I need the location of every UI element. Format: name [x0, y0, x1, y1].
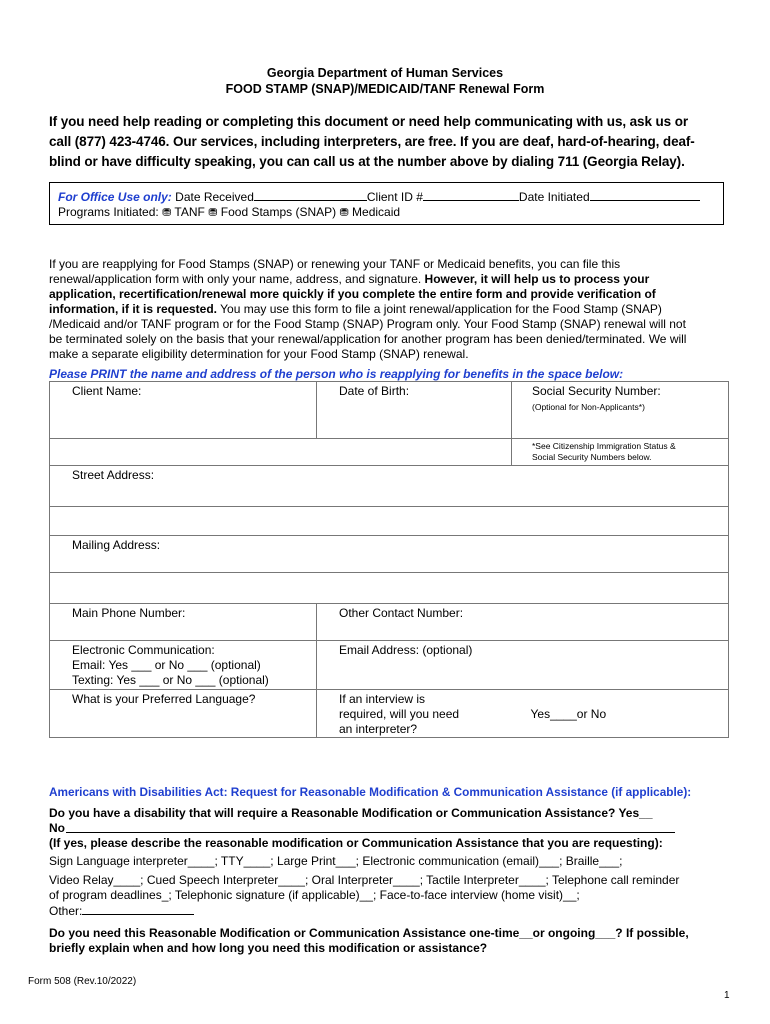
email-address-cell[interactable]	[317, 641, 729, 690]
preferred-language-cell[interactable]	[50, 690, 317, 738]
dob-label: Date of Birth:	[339, 384, 410, 398]
interview-question-line: required, will you need	[339, 707, 460, 721]
ada-options	[49, 854, 679, 919]
ada-question-2-line: briefly explain when and how long you need this modification or assistance?	[49, 941, 488, 955]
ada-no-line[interactable]	[66, 832, 675, 833]
email-yes-no: Email: Yes ___ or No ___ (optional)	[72, 658, 261, 672]
main-phone-cell[interactable]	[50, 604, 317, 641]
instructions-emphasis: application, recertification/renewal more quickly if you complete the entire form and provide verification of	[49, 287, 656, 301]
ada-question-2-line: Do you need this Reasonable Modification or Communication Assistance one-time__or ongoing___? If possible,	[49, 926, 689, 940]
interview-question-line: an interpreter?	[339, 722, 418, 736]
client-name-entry[interactable]	[50, 439, 512, 466]
help-notice	[49, 112, 739, 172]
food-stamps-checkbox-icon[interactable]: ⛃	[208, 207, 218, 219]
ada-options-line[interactable]: Sign Language interpreter____; TTY____; Large Print___; Electronic communication (email)___; Braille___;	[49, 854, 623, 868]
agency-name: Georgia Department of Human Services	[266, 66, 504, 80]
mailing-address-entry[interactable]	[50, 573, 729, 604]
tanf-label: TANF	[174, 205, 205, 219]
ada-no-label: No	[49, 821, 65, 835]
interpreter-yes-no: Yes____or No	[530, 707, 607, 721]
client-name-label: Client Name:	[72, 384, 142, 398]
page-number: 1	[724, 990, 730, 1001]
preferred-language-label: What is your Preferred Language?	[72, 692, 256, 706]
electronic-comm-label: Electronic Communication:	[72, 643, 215, 657]
ada-question-2	[49, 926, 689, 956]
other-contact-cell[interactable]	[317, 604, 729, 641]
medicaid-label: Medicaid	[352, 205, 401, 219]
dob-cell[interactable]	[317, 382, 512, 439]
date-received-label: Date Received	[175, 190, 254, 204]
instructions-emphasis: However, it will help us to process your	[424, 272, 650, 286]
client-id-field[interactable]	[423, 189, 519, 201]
date-initiated-label: Date Initiated	[518, 190, 590, 204]
instructions-line: If you are reapplying for Food Stamps (SNAP) or renewing your TANF or Medicaid benefits, you can file this	[49, 257, 621, 271]
client-id-label: Client ID #	[366, 190, 423, 204]
instructions-line: make a separate eligibility determination for your Food Stamp (SNAP) renewal.	[49, 347, 469, 361]
form-title: FOOD STAMP (SNAP)/MEDICAID/TANF Renewal Form	[225, 82, 545, 96]
ada-other-field[interactable]	[82, 903, 194, 915]
instructions-text: renewal/application form with only your name, address, and signature.	[49, 272, 425, 286]
instructions-text: You may use this form to file a joint renewal/application for the Food Stamp (SNAP)	[217, 302, 662, 316]
electronic-comm-cell[interactable]	[50, 641, 317, 690]
citizenship-note: *See Citizenship Immigration Status &	[532, 441, 676, 451]
interpreter-answer-cell[interactable]	[512, 690, 729, 738]
ssn-cell[interactable]	[512, 382, 729, 439]
ada-other-label: Other:	[49, 904, 83, 918]
food-stamps-label: Food Stamps (SNAP)	[220, 205, 337, 219]
other-contact-label: Other Contact Number:	[339, 606, 464, 620]
date-received-field[interactable]	[254, 189, 367, 201]
ssn-label: Social Security Number:	[532, 384, 661, 398]
client-name-cell[interactable]	[50, 382, 317, 439]
texting-yes-no: Texting: Yes ___ or No ___ (optional)	[72, 673, 269, 687]
date-initiated-field[interactable]	[590, 189, 700, 201]
citizenship-note: Social Security Numbers below.	[532, 452, 652, 462]
ada-options-line[interactable]: of program deadlines_; Telephonic signature (if applicable)__; Face-to-face interview (home visit)__;	[49, 888, 580, 902]
help-notice-line: call (877) 423-4746. Our services, including interpreters, are free. If you are deaf, hard-of-hearing, deaf-	[49, 134, 695, 149]
office-use-label: For Office Use only:	[58, 190, 172, 204]
email-address-label: Email Address: (optional)	[339, 643, 473, 657]
mailing-address-label: Mailing Address:	[72, 538, 161, 552]
ada-if-yes: (If yes, please describe the reasonable modification or Communication Assistance that you are requesting):	[49, 836, 663, 850]
form-number: Form 508 (Rev.10/2022)	[28, 976, 137, 987]
ada-options-line[interactable]: Video Relay____; Cued Speech Interpreter____; Oral Interpreter____; Tactile Interpreter____; Telephone call reminder	[49, 873, 680, 887]
help-notice-line: If you need help reading or completing this document or need help communicating with us, ask us or	[49, 114, 689, 129]
medicaid-checkbox-icon[interactable]: ⛃	[339, 207, 349, 219]
instructions-emphasis: information, if it is requested.	[49, 302, 218, 316]
renewal-instructions	[49, 257, 739, 362]
interview-question-line: If an interview is	[339, 692, 426, 706]
programs-initiated-label: Programs Initiated:	[58, 205, 159, 219]
citizenship-note-cell	[512, 439, 729, 466]
interpreter-question-cell	[317, 690, 512, 738]
instructions-line: be terminated solely on the basis that your renewal/application for another program has been denied/terminated. We will	[49, 332, 687, 346]
help-notice-line: blind or have difficulty speaking, you can call us at the number above by dialing 711 (Georgia Relay).	[49, 154, 685, 169]
ssn-note: (Optional for Non-Applicants*)	[532, 402, 645, 412]
print-instruction: Please PRINT the name and address of the person who is reapplying for benefits in the space below:	[49, 367, 624, 381]
main-phone-label: Main Phone Number:	[72, 606, 186, 620]
applicant-info-table	[49, 381, 729, 738]
street-address-entry[interactable]	[50, 507, 729, 536]
ada-question-1: Do you have a disability that will require a Reasonable Modification or Communication Assistance? Yes__	[49, 806, 653, 820]
tanf-checkbox-icon[interactable]: ⛃	[162, 207, 172, 219]
mailing-address-cell[interactable]	[50, 536, 729, 573]
street-address-cell[interactable]	[50, 466, 729, 507]
instructions-line: /Medicaid and/or TANF program or for the Food Stamp (SNAP) Program only. Your Food Stamp (SNAP) renewal will not	[49, 317, 686, 331]
office-use-box	[49, 182, 724, 225]
ada-heading: Americans with Disabilities Act: Request for Reasonable Modification & Communication Assistance (if applicable):	[49, 785, 692, 799]
street-address-label: Street Address:	[72, 468, 155, 482]
